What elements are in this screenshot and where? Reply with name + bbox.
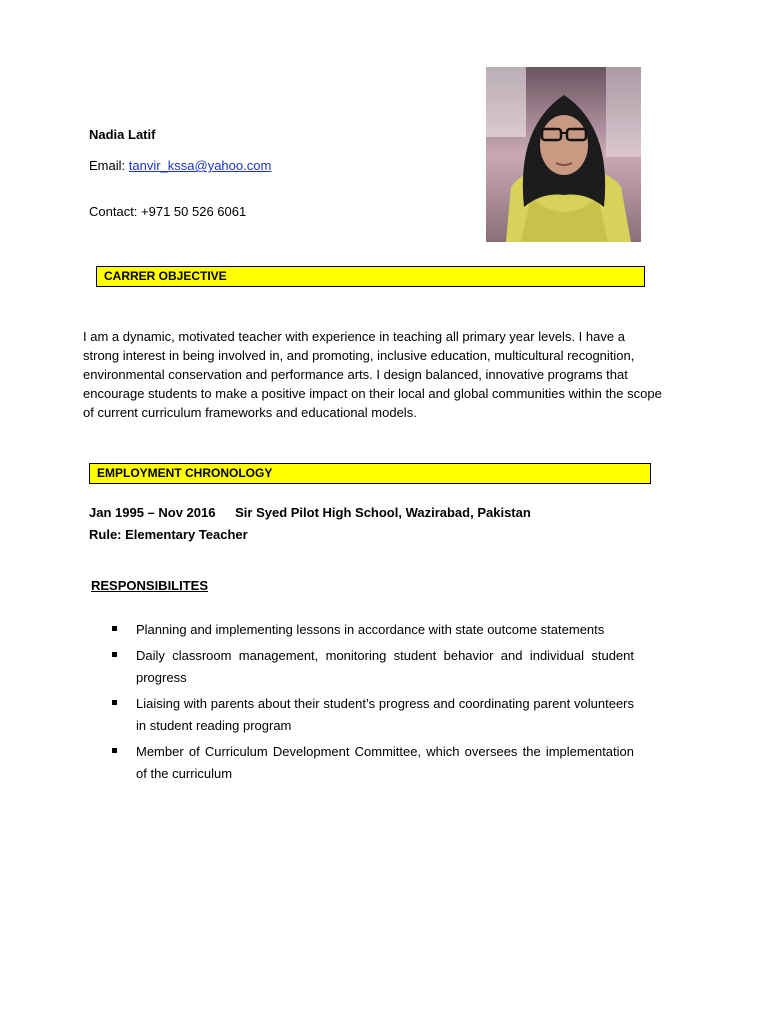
- contact-line: Contact: +971 50 526 6061: [89, 204, 247, 219]
- objective-section-title: CARRER OBJECTIVE: [96, 266, 645, 287]
- candidate-name: Nadia Latif: [89, 127, 156, 142]
- bullet-icon: [112, 700, 117, 705]
- list-item-text: Member of Curriculum Development Committee, which oversees the implementation of the curriculum: [136, 744, 634, 781]
- employment-section-title: EMPLOYMENT CHRONOLOGY: [89, 463, 651, 484]
- list-item: [112, 645, 634, 689]
- list-item-text: Daily classroom management, monitoring student behavior and individual student progress: [136, 648, 634, 685]
- list-item: [112, 741, 634, 785]
- objective-text: I am a dynamic, motivated teacher with experience in teaching all primary year levels. I have a strong interest in being involved in, and promoting, inclusive education, multicultural recognition, environmental conservation and performance arts. I design balanced, innovative programs that encourage students to make a positive impact on their local and global communities within the scope of current curriculum frameworks and educational models.: [83, 329, 662, 420]
- job-role: Rule: Elementary Teacher: [89, 527, 248, 542]
- profile-photo: [486, 67, 641, 242]
- responsibilities-list: [112, 619, 634, 789]
- list-item-text: Liaising with parents about their student’s progress and coordinating parent volunteers in student reading program: [136, 696, 634, 733]
- job-school: Sir Syed Pilot High School, Wazirabad, Pakistan: [235, 505, 531, 520]
- email-label: Email:: [89, 158, 126, 173]
- email-line: [89, 158, 271, 173]
- list-item: [112, 693, 634, 737]
- responsibilities-title: RESPONSIBILITES: [91, 578, 209, 593]
- list-item: [112, 619, 634, 641]
- bullet-icon: [112, 626, 117, 631]
- bullet-icon: [112, 748, 117, 753]
- email-link[interactable]: tanvir_kssa@yahoo.com: [128, 158, 272, 173]
- bullet-icon: [112, 652, 117, 657]
- job-dates: Jan 1995 – Nov 2016: [89, 505, 216, 520]
- list-item-text: Planning and implementing lessons in accordance with state outcome statements: [136, 622, 605, 637]
- job-line: [89, 505, 531, 520]
